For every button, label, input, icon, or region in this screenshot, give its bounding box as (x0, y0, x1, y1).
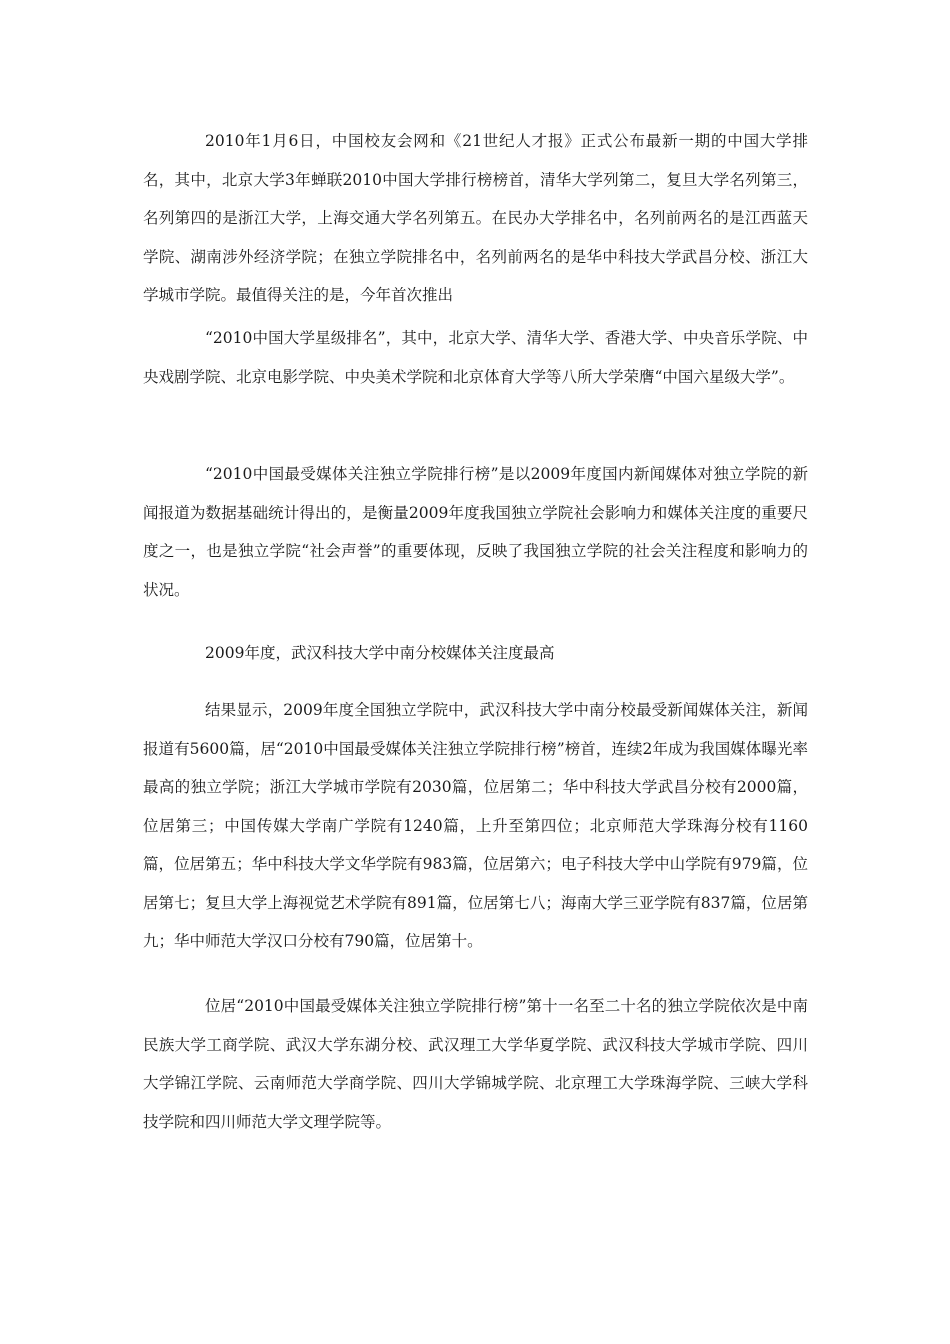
paragraph-media-ranking-intro: “2010中国最受媒体关注独立学院排行榜”是以2009年度国内新闻媒体对独立学院的新闻报道为数据基础统计得出的，是衡量2009年度我国独立学院社会影响力和媒体关注度的重要尺度之一，也是独立学院“社会声誉”的重要体现，反映了我国独立学院的社会关注程度和影响力的状况。 (143, 465, 808, 599)
paragraph-ranking-announcement: 2010年1月6日，中国校友会网和《21世纪人才报》正式公布最新一期的中国大学排名，其中，北京大学3年蝉联2010中国大学排行榜榜首，清华大学列第二，复旦大学名列第三，名列第四的是浙江大学，上海交通大学名列第五。在民办大学排名中，名列前两名的是江西蓝天学院、湖南涉外经济学院；在独立学院排名中，名列前两名的是华中科技大学武昌分校、浙江大学城市学院。最值得关注的是，今年首次推出 (143, 132, 808, 304)
paragraph-subheading: 2009年度，武汉科技大学中南分校媒体关注度最高 (205, 644, 555, 662)
paragraph-results: 结果显示，2009年度全国独立学院中，武汉科技大学中南分校最受新闻媒体关注，新闻报道有5600篇，居“2010中国最受媒体关注独立学院排行榜”榜首，连续2年成为我国媒体曝光率最高的独立学院；浙江大学城市学院有2030篇，位居第二；华中科技大学武昌分校有2000篇，位居第三；中国传媒大学南广学院有1240篇，上升至第四位；北京师范大学珠海分校有1160篇，位居第五；华中科技大学文华学院有983篇，位居第六；电子科技大学中山学院有979篇，位居第七；复旦大学上海视觉艺术学院有891篇，位居第七八；海南大学三亚学院有837篇，位居第九；华中师范大学汉口分校有790篇，位居第十。 (143, 701, 808, 950)
paragraph-eleventh-to-twentieth: 位居“2010中国最受媒体关注独立学院排行榜”第十一名至二十名的独立学院依次是中南民族大学工商学院、武汉大学东湖分校、武汉理工大学华夏学院、武汉科技大学城市学院、四川大学锦江学院、云南师范大学商学院、四川大学锦城学院、北京理工大学珠海学院、三峡大学科技学院和四川师范大学文理学院等。 (143, 997, 808, 1131)
paragraph-star-ranking: “2010中国大学星级排名”，其中，北京大学、清华大学、香港大学、中央音乐学院、中央戏剧学院、北京电影学院、中央美术学院和北京体育大学等八所大学荣膺“中国六星级大学”。 (143, 329, 808, 386)
